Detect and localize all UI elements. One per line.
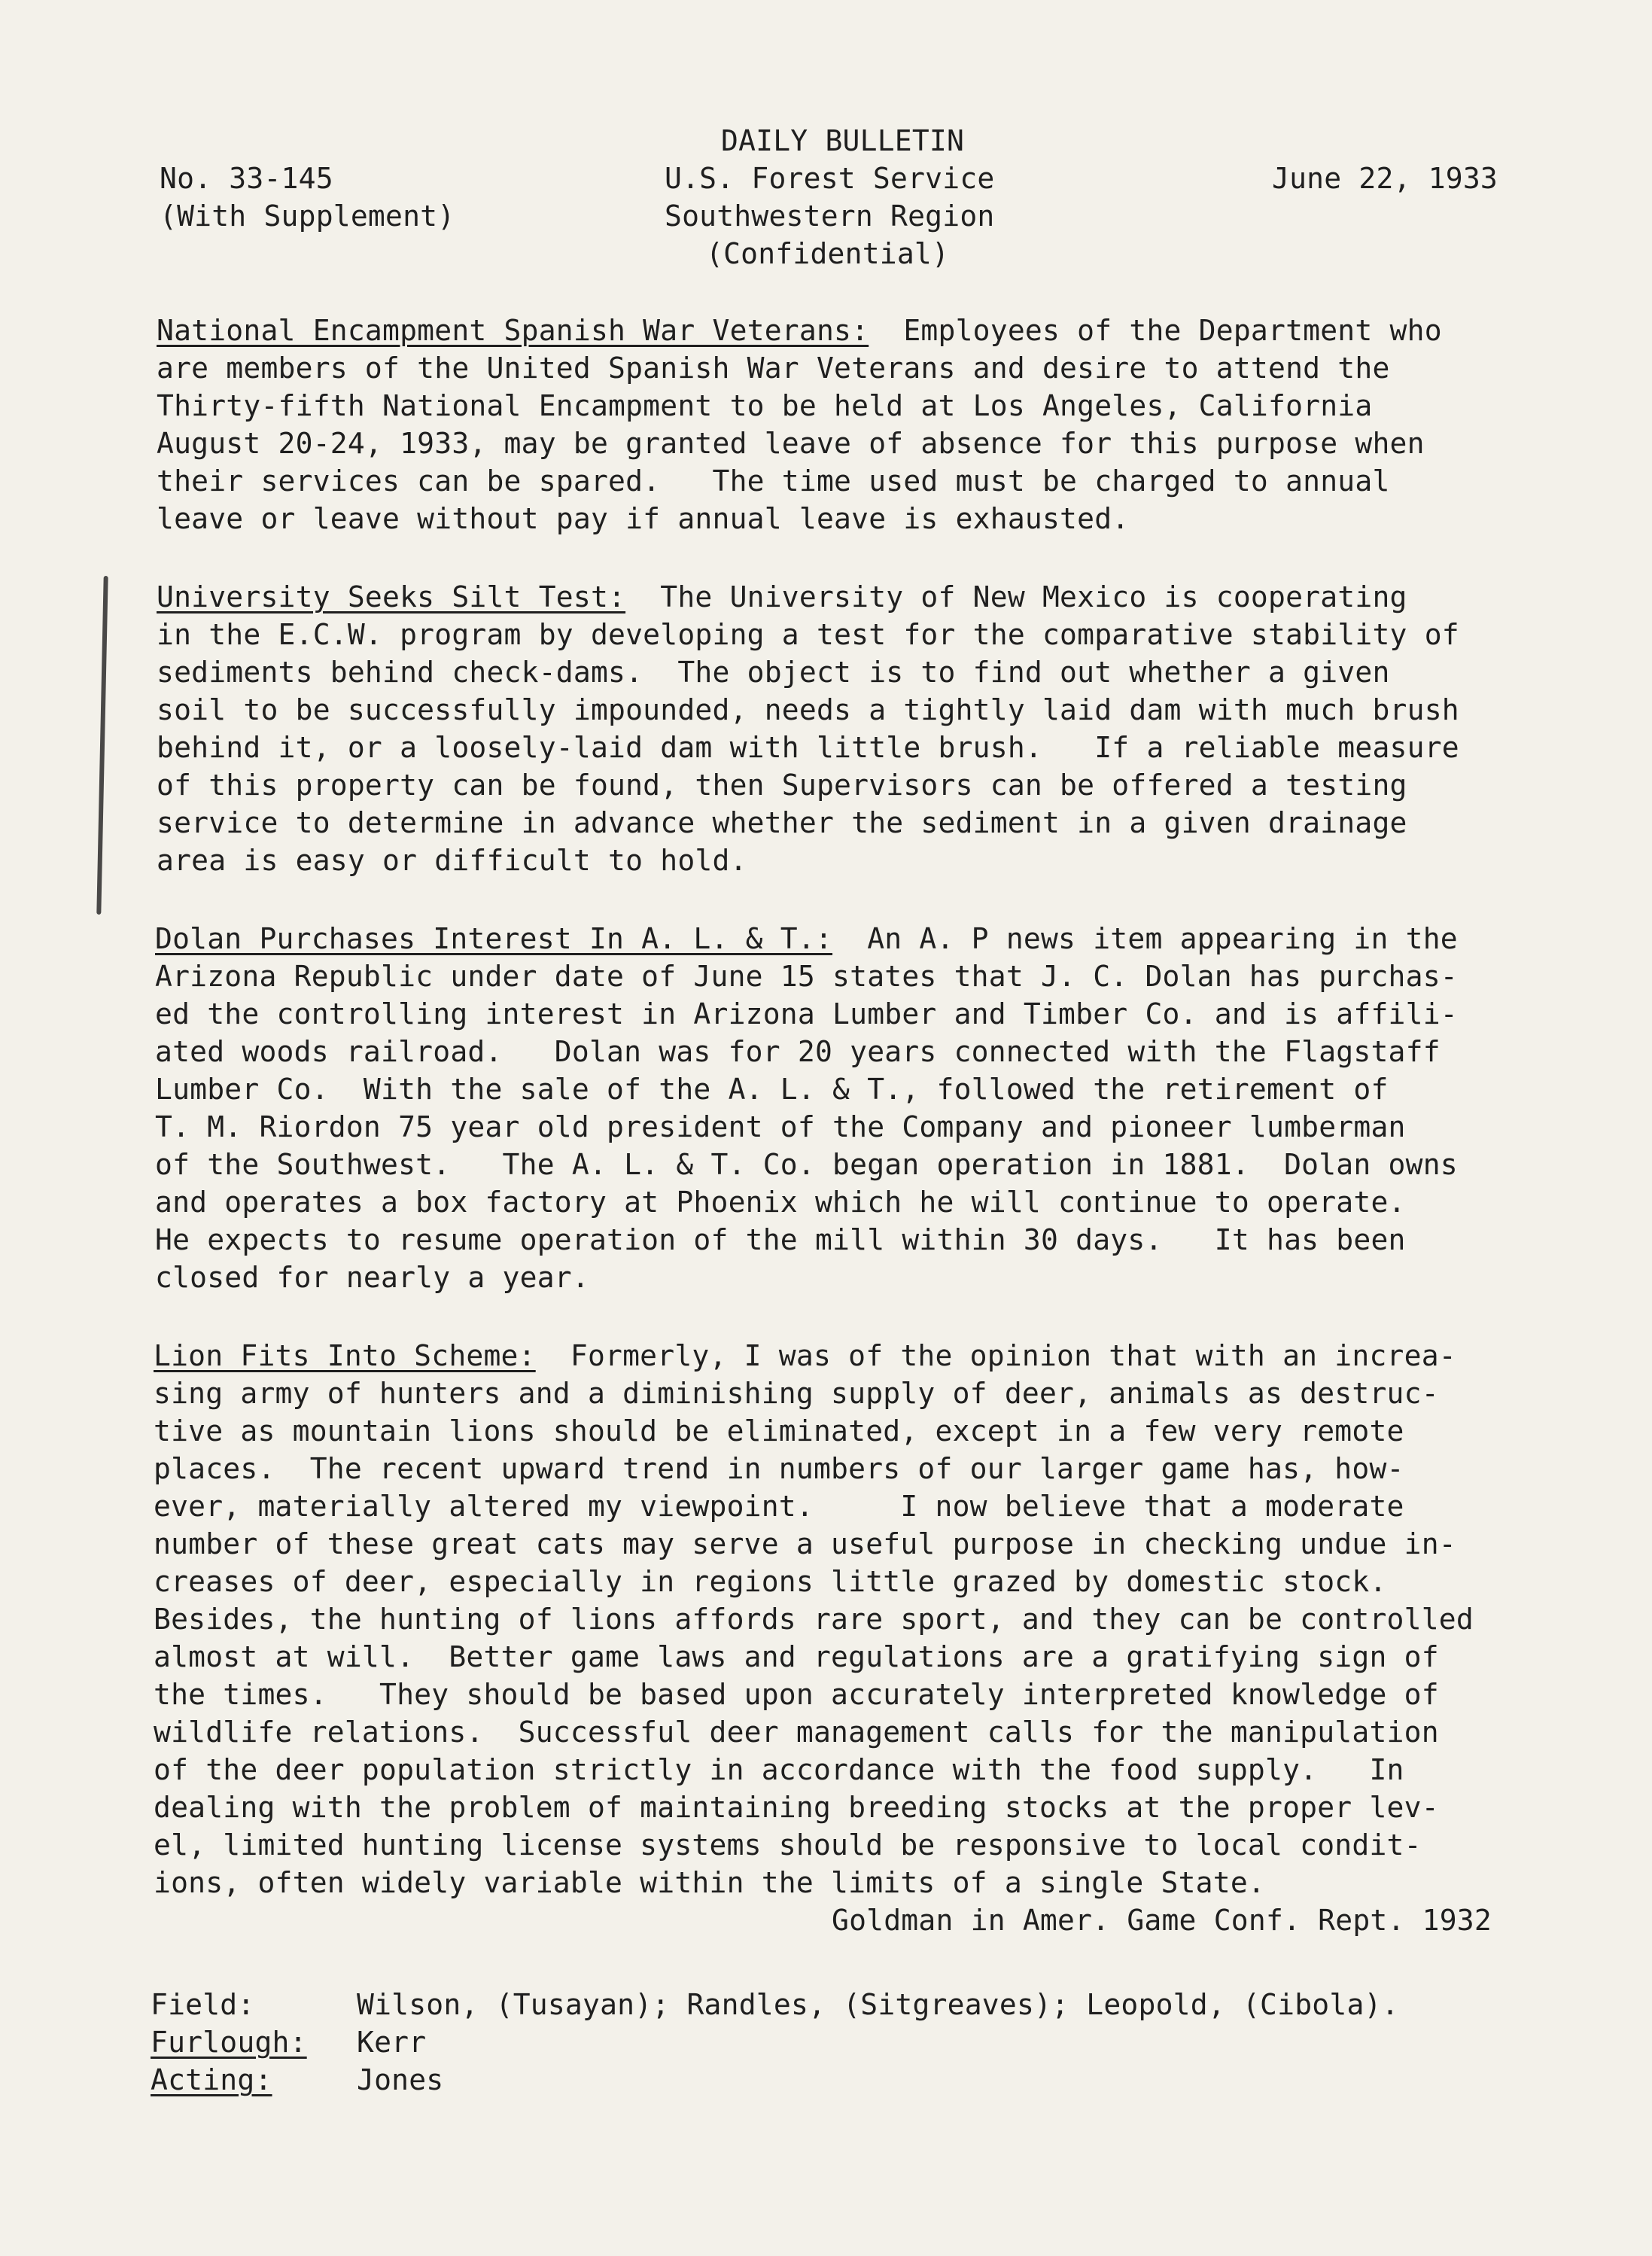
- section-1-line-1: Employees of the Department who: [869, 314, 1442, 347]
- section-4-line-5: ever, materially altered my viewpoint. I now believe that a moderate: [154, 1490, 1404, 1523]
- section-4-line-3: tive as mountain lions should be eliminated, except in a few very remote: [154, 1414, 1404, 1448]
- section-4-first-line: [154, 1337, 1456, 1375]
- section-4-line-11: wildlife relations. Successful deer management calls for the manipulation: [154, 1716, 1439, 1749]
- section-2-line-6: of this property can be found, then Supervisors can be offered a testing: [157, 769, 1407, 802]
- supplement-note: (With Supplement): [160, 199, 455, 233]
- section-2-line-7: service to determine in advance whether the sediment in a given drainage: [157, 806, 1407, 839]
- section-4-line-4: places. The recent upward trend in numbers of our larger game has, how-: [154, 1452, 1404, 1485]
- personnel-field-label: Field:: [151, 1988, 255, 2021]
- section-3-first-line: [155, 920, 1458, 958]
- section-4-line-7: creases of deer, especially in regions little grazed by domestic stock.: [154, 1565, 1387, 1598]
- section-4-line-6: number of these great cats may serve a useful purpose in checking undue in-: [154, 1527, 1456, 1560]
- section-1-line-3: Thirty-fifth National Encampment to be held at Los Angeles, California: [157, 389, 1373, 422]
- section-4-line-2: sing army of hunters and a diminishing supply of deer, animals as destruc-: [154, 1377, 1439, 1410]
- section-2-line-2: in the E.C.W. program by developing a test for the comparative stability of: [157, 618, 1459, 651]
- classification-note: (Confidential): [706, 237, 950, 270]
- section-3-line-5: Lumber Co. With the sale of the A. L. & T., followed the retirement of: [155, 1073, 1389, 1106]
- section-1-line-6: leave or leave without pay if annual leave is exhausted.: [157, 502, 1130, 535]
- section-3-heading: Dolan Purchases Interest In A. L. & T.:: [155, 922, 833, 955]
- section-3-line-2: Arizona Republic under date of June 15 states that J. C. Dolan has purchas-: [155, 960, 1458, 993]
- section-1-first-line: [157, 312, 1442, 349]
- section-4-line-10: the times. They should be based upon accurately interpreted knowledge of: [154, 1678, 1439, 1711]
- region-name: Southwestern Region: [665, 199, 995, 233]
- section-3-line-8: and operates a box factory at Phoenix which he will continue to operate.: [155, 1186, 1406, 1219]
- bulletin-date: June 22, 1933: [1272, 162, 1498, 195]
- margin-pencil-mark: [96, 576, 108, 915]
- section-2-line-3: sediments behind check-dams. The object is to find out whether a given: [157, 656, 1390, 689]
- bulletin-title: DAILY BULLETIN: [721, 124, 965, 157]
- section-3-line-4: ated woods railroad. Dolan was for 20 years connected with the Flagstaff: [155, 1035, 1441, 1068]
- section-2-first-line: [157, 578, 1407, 616]
- section-1-heading: National Encampment Spanish War Veterans:: [157, 314, 869, 347]
- section-3-line-1: An A. P news item appearing in the: [832, 922, 1458, 955]
- section-4-line-13: dealing with the problem of maintaining breeding stocks at the proper lev-: [154, 1791, 1439, 1824]
- section-1-line-5: their services can be spared. The time used must be charged to annual: [157, 464, 1390, 498]
- section-2-line-8: area is easy or difficult to hold.: [157, 844, 747, 877]
- section-4-line-1: Formerly, I was of the opinion that with an increa-: [535, 1339, 1456, 1372]
- section-1-line-4: August 20-24, 1933, may be granted leave of absence for this purpose when: [157, 427, 1425, 460]
- section-4-line-8: Besides, the hunting of lions affords rare sport, and they can be controlled: [154, 1603, 1474, 1636]
- section-3-line-6: T. M. Riordon 75 year old president of the Company and pioneer lumberman: [155, 1110, 1406, 1143]
- personnel-furlough-label: Furlough:: [151, 2026, 307, 2059]
- section-1-line-2: are members of the United Spanish War Veterans and desire to attend the: [157, 352, 1390, 385]
- section-2-line-4: soil to be successfully impounded, needs a tightly laid dam with much brush: [157, 693, 1459, 726]
- personnel-acting-value: Jones: [357, 2063, 444, 2096]
- personnel-furlough-value: Kerr: [357, 2026, 427, 2059]
- section-4-line-12: of the deer population strictly in accordance with the food supply. In: [154, 1753, 1404, 1786]
- bulletin-number: No. 33-145: [160, 162, 333, 195]
- agency-name: U.S. Forest Service: [665, 162, 995, 195]
- section-4-line-14: el, limited hunting license systems should be responsive to local condit-: [154, 1828, 1422, 1862]
- section-3-line-9: He expects to resume operation of the mill within 30 days. It has been: [155, 1223, 1406, 1256]
- section-4-heading: Lion Fits Into Scheme:: [154, 1339, 536, 1372]
- section-2-line-1: The University of New Mexico is cooperating: [625, 580, 1407, 613]
- section-4-line-9: almost at will. Better game laws and regulations are a gratifying sign of: [154, 1640, 1439, 1673]
- section-3-line-3: ed the controlling interest in Arizona Lumber and Timber Co. and is affili-: [155, 997, 1458, 1031]
- section-4-line-15: ions, often widely variable within the limits of a single State.: [154, 1866, 1265, 1899]
- section-3-line-7: of the Southwest. The A. L. & T. Co. began operation in 1881. Dolan owns: [155, 1148, 1458, 1181]
- section-2-heading: University Seeks Silt Test:: [157, 580, 626, 613]
- personnel-acting-label: Acting:: [151, 2063, 272, 2096]
- section-2-line-5: behind it, or a loosely-laid dam with little brush. If a reliable measure: [157, 731, 1459, 764]
- section-3-line-10: closed for nearly a year.: [155, 1261, 589, 1294]
- personnel-field-value: Wilson, (Tusayan); Randles, (Sitgreaves); Leopold, (Cibola).: [357, 1988, 1399, 2021]
- section-4-citation: Goldman in Amer. Game Conf. Rept. 1932: [832, 1904, 1492, 1937]
